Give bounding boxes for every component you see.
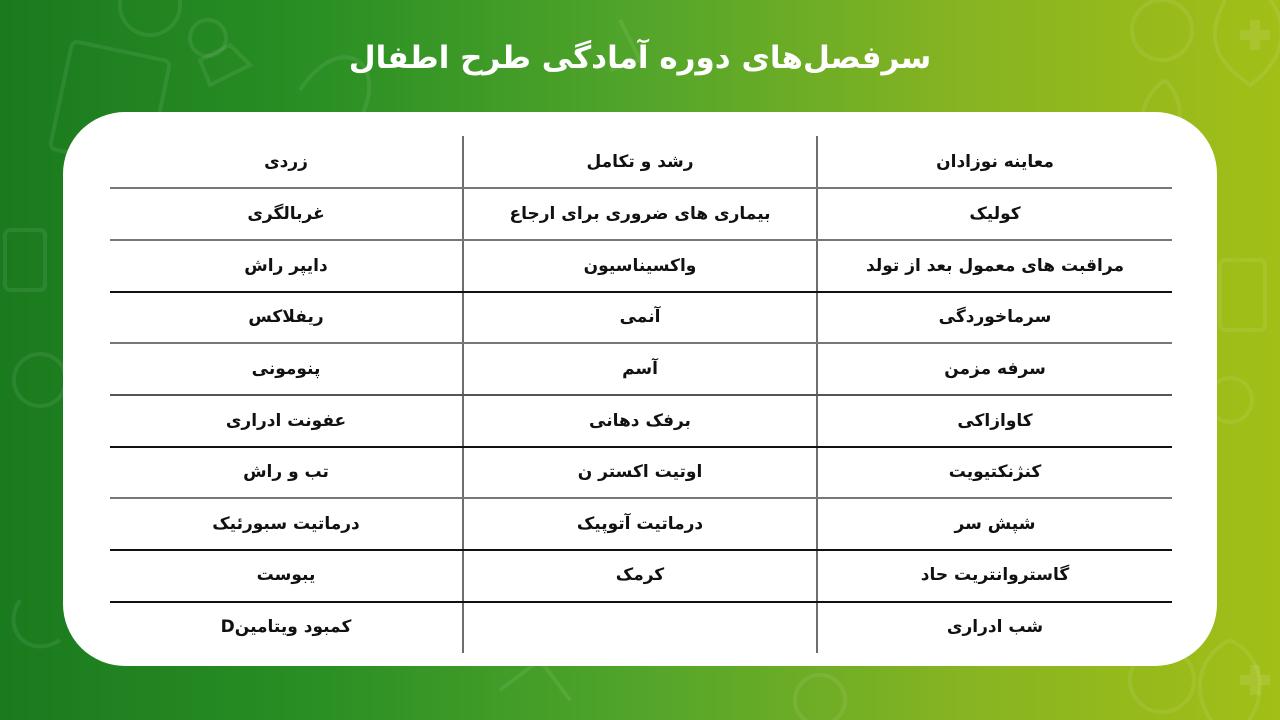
table-cell: سرماخوردگی (938, 307, 1052, 327)
table-cell: ریفلاکس (248, 307, 324, 327)
table-cell: رشد و تکامل (586, 152, 694, 172)
table-cell: پنومونی (251, 359, 321, 379)
table-cell: کولیک (969, 204, 1021, 224)
table-cell: بیماری های ضروری برای ارجاع (509, 204, 771, 224)
table-cell: دایپر راش (244, 256, 328, 276)
table-cell: عفونت ادراری (225, 411, 347, 431)
table-cell: زردی (264, 152, 308, 172)
table-cell: یبوست (256, 565, 316, 585)
table-cell: کنژنکتیویت (948, 462, 1042, 482)
table-cell: کمبود ویتامینD (220, 617, 352, 637)
syllabus-table (110, 136, 1172, 653)
table-cell: سرفه مزمن (944, 359, 1046, 379)
table-cell: آسم (622, 359, 658, 379)
page-title: سرفصل‌های دوره آمادگی طرح اطفال (348, 40, 932, 76)
table-cell: گاستروانتریت حاد (920, 565, 1070, 585)
table-cell: معاینه نوزادان (936, 152, 1054, 172)
table-cell: تب و راش (243, 462, 329, 482)
table-cell: برفک دهانی (589, 411, 691, 431)
table-cell: غربالگری (247, 204, 325, 224)
table-cell-empty (464, 601, 816, 653)
table-cell: درماتیت آتوپیک (576, 514, 704, 534)
table-cell: واکسیناسیون (583, 256, 697, 276)
table-cell: کاوازاکی (957, 411, 1033, 431)
table-cell: مراقبت های معمول بعد از تولد (866, 256, 1124, 276)
table-cell: اوتیت اکستر ن (577, 462, 703, 482)
table-cell: آنمی (619, 307, 661, 327)
table-cell: شب ادراری (946, 617, 1044, 637)
table-cell: درماتیت سبورئیک (212, 514, 360, 534)
table-cell: کرمک (615, 565, 665, 585)
table-cell: شپش سر (954, 514, 1036, 534)
